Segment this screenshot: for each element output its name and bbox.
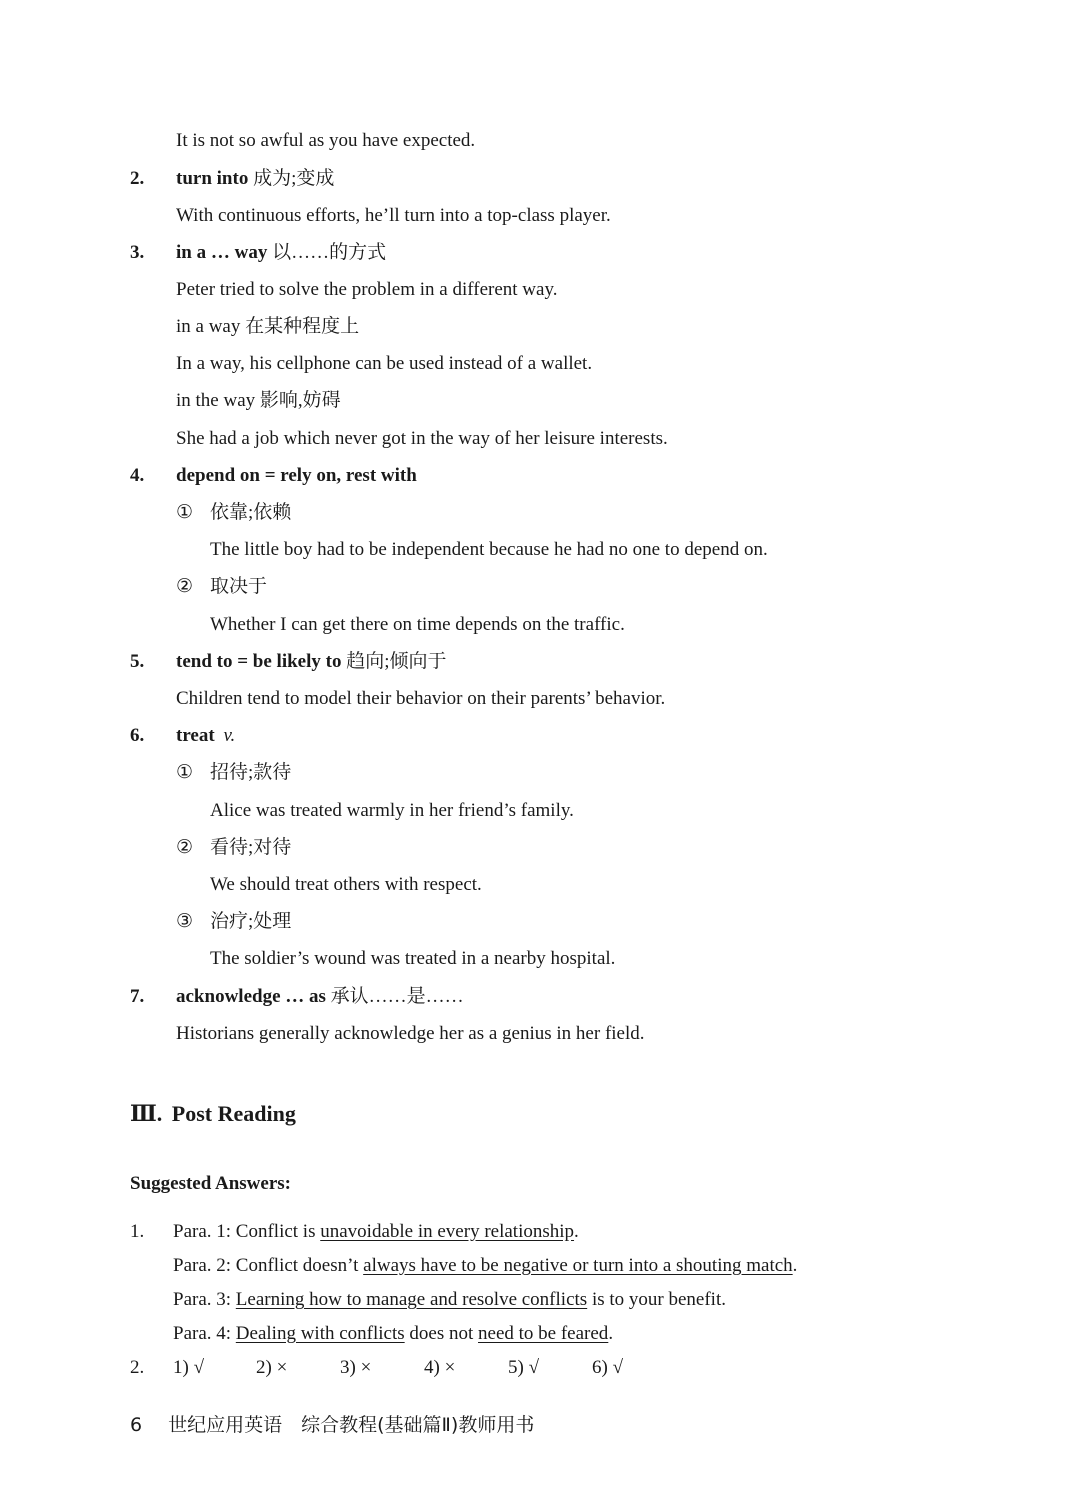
answer-text: Para. 2: Conflict doesn’t [173,1255,364,1276]
entry-number: 4. [130,465,145,486]
vocab-meaning: 以……的方式 [272,242,387,263]
answer-text: Para. 1: Conflict is [173,1221,321,1242]
answer-text: does not [404,1323,479,1344]
vocab-entry [176,167,334,191]
section-title: Post Reading [171,1101,296,1126]
meaning-text: 依靠;依赖 [210,502,292,523]
vocab-term: acknowledge … as [176,986,326,1007]
part-of-speech: v. [223,725,236,746]
underlined-answer: always have to be negative or turn into a shouting match [363,1255,793,1276]
section-heading [130,1100,296,1128]
example-sentence: She had a job which never got in the way of her leisure interests. [176,428,668,449]
circled-number: ② [176,576,194,597]
example-sentence: Historians generally acknowledge her as a genius in her field. [176,1023,645,1044]
vocab-meaning: 趋向;倾向于 [346,651,447,672]
meaning-item [176,910,291,934]
true-false-answer: 3) × [340,1357,372,1378]
vocab-entry [176,724,235,748]
vocab-term: treat [176,725,215,746]
vocab-term: in a … way [176,242,268,263]
example-sentence: With continuous efforts, he’ll turn into a top-class player. [176,205,611,226]
answer-text: . [792,1255,798,1276]
true-false-answer: 4) × [424,1357,456,1378]
true-false-answer: 2) × [256,1357,288,1378]
answer-text: is to your benefit. [587,1289,726,1310]
entry-number: 5. [130,651,145,672]
example-sentence: Peter tried to solve the problem in a different way. [176,279,558,300]
vocab-term: tend to = be likely to [176,651,342,672]
answer-text: Para. 4: [173,1323,236,1344]
answer-line [173,1322,613,1346]
example-sentence: We should treat others with respect. [210,874,482,895]
underlined-answer: Dealing with conflicts [235,1323,405,1344]
answer-text: Para. 3: [173,1289,236,1310]
example-sentence: In a way, his cellphone can be used instead of a wallet. [176,353,593,374]
vocab-meaning: 承认……是…… [330,986,464,1007]
circled-number: ① [176,502,194,523]
circled-number: ① [176,762,194,783]
meaning-text: 招待;款待 [210,762,292,783]
meaning-item [176,836,291,860]
entry-number: 3. [130,242,145,263]
vocab-entry [176,650,447,674]
example-sentence: Whether I can get there on time depends on the traffic. [210,614,625,635]
sub-term: in the way 影响,妨碍 [176,390,341,411]
entry-number: 2. [130,168,145,189]
answer-line [173,1288,726,1312]
page-number: 6 [130,1414,143,1436]
example-sentence: The little boy had to be independent because he had no one to depend on. [210,539,768,560]
entry-number: 7. [130,986,145,1007]
meaning-text: 治疗;处理 [210,911,292,932]
suggested-answers-label: Suggested Answers: [130,1173,291,1194]
answer-text: . [608,1323,614,1344]
example-sentence: Children tend to model their behavior on their parents’ behavior. [176,688,666,709]
meaning-item [176,761,291,785]
vocab-entry [176,241,386,265]
example-sentence: Alice was treated warmly in her friend’s family. [210,800,574,821]
question-number: 1. [130,1221,145,1242]
circled-number: ② [176,837,194,858]
underlined-answer: Learning how to manage and resolve conflicts [235,1289,588,1310]
book-title: 世纪应用英语 综合教程(基础篇Ⅱ)教师用书 [168,1414,535,1436]
example-sentence: The soldier’s wound was treated in a nearby hospital. [210,948,616,969]
answer-line [173,1220,579,1244]
page-footer [130,1413,534,1437]
vocab-term: depend on = rely on, rest with [176,465,417,486]
section-numeral: Ⅲ. [130,1101,163,1126]
answer-line [173,1254,797,1278]
true-false-answer: 6) √ [592,1357,624,1378]
vocab-term: turn into [176,168,249,189]
true-false-answer: 5) √ [508,1357,540,1378]
circled-number: ③ [176,911,194,932]
underlined-answer: need to be feared [478,1323,609,1344]
entry-number: 6. [130,725,145,746]
meaning-text: 看待;对待 [210,837,292,858]
meaning-text: 取决于 [210,576,268,597]
question-number: 2. [130,1357,145,1378]
example-sentence: It is not so awful as you have expected. [176,130,476,151]
sub-term: in a way 在某种程度上 [176,316,360,337]
meaning-item [176,575,267,599]
meaning-item [176,501,291,525]
underlined-answer: unavoidable in every relationship [320,1221,575,1242]
vocab-entry [176,985,464,1009]
answer-text: . [574,1221,579,1242]
vocab-meaning: 成为;变成 [253,168,335,189]
true-false-answer: 1) √ [173,1357,205,1378]
